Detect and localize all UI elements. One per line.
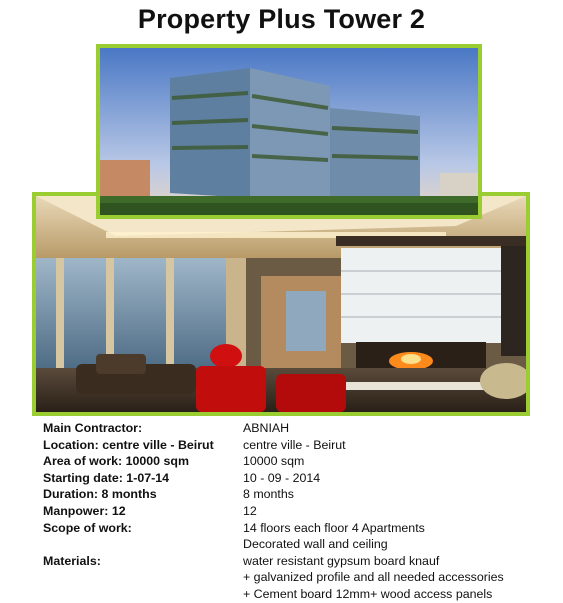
spec-value-line: + galvanized profile and all needed accessories	[243, 570, 504, 585]
spec-value-line: 10000 sqm	[243, 454, 305, 469]
project-specs	[43, 420, 553, 603]
spec-value-line: 8 months	[243, 487, 294, 502]
spec-value	[243, 520, 553, 553]
spec-row	[43, 437, 553, 454]
spec-row	[43, 520, 553, 553]
spec-label: Main Contractor:	[43, 421, 143, 435]
spec-row	[43, 420, 553, 437]
spec-row	[43, 453, 553, 470]
spec-value-line: ABNIAH	[243, 421, 290, 435]
spec-label: Location: centre ville - Beirut	[43, 437, 214, 452]
spec-row	[43, 470, 553, 487]
spec-value	[243, 453, 553, 470]
spec-label: Duration: 8 months	[43, 487, 157, 502]
spec-value	[243, 420, 553, 437]
spec-label: Starting date: 1-07-14	[43, 470, 170, 485]
spec-value	[243, 553, 553, 603]
spec-label: Scope of work:	[43, 520, 132, 535]
spec-value-line: Decorated wall and ceiling	[243, 537, 388, 552]
spec-label: Manpower: 12	[43, 503, 126, 518]
page-title: Property Plus Tower 2	[137, 4, 426, 34]
spec-row	[43, 503, 553, 520]
spec-value-line: water resistant gypsum board knauf	[243, 553, 440, 568]
interior-photo	[32, 192, 530, 416]
spec-value-line: 12	[243, 503, 257, 518]
spec-row	[43, 486, 553, 503]
spec-value	[243, 503, 553, 520]
spec-label: Materials:	[43, 553, 101, 568]
tower-photo	[96, 44, 482, 219]
spec-value-line: 10 - 09 - 2014	[243, 470, 321, 485]
spec-value	[243, 470, 553, 487]
spec-value-line: 14 floors each floor 4 Apartments	[243, 520, 425, 535]
spec-value	[243, 437, 553, 454]
spec-row	[43, 553, 553, 603]
spec-value-line: centre ville - Beirut	[243, 437, 346, 452]
spec-label: Area of work: 10000 sqm	[43, 454, 189, 469]
spec-value	[243, 486, 553, 503]
spec-value-line: + Cement board 12mm+ wood access panels	[243, 586, 493, 601]
